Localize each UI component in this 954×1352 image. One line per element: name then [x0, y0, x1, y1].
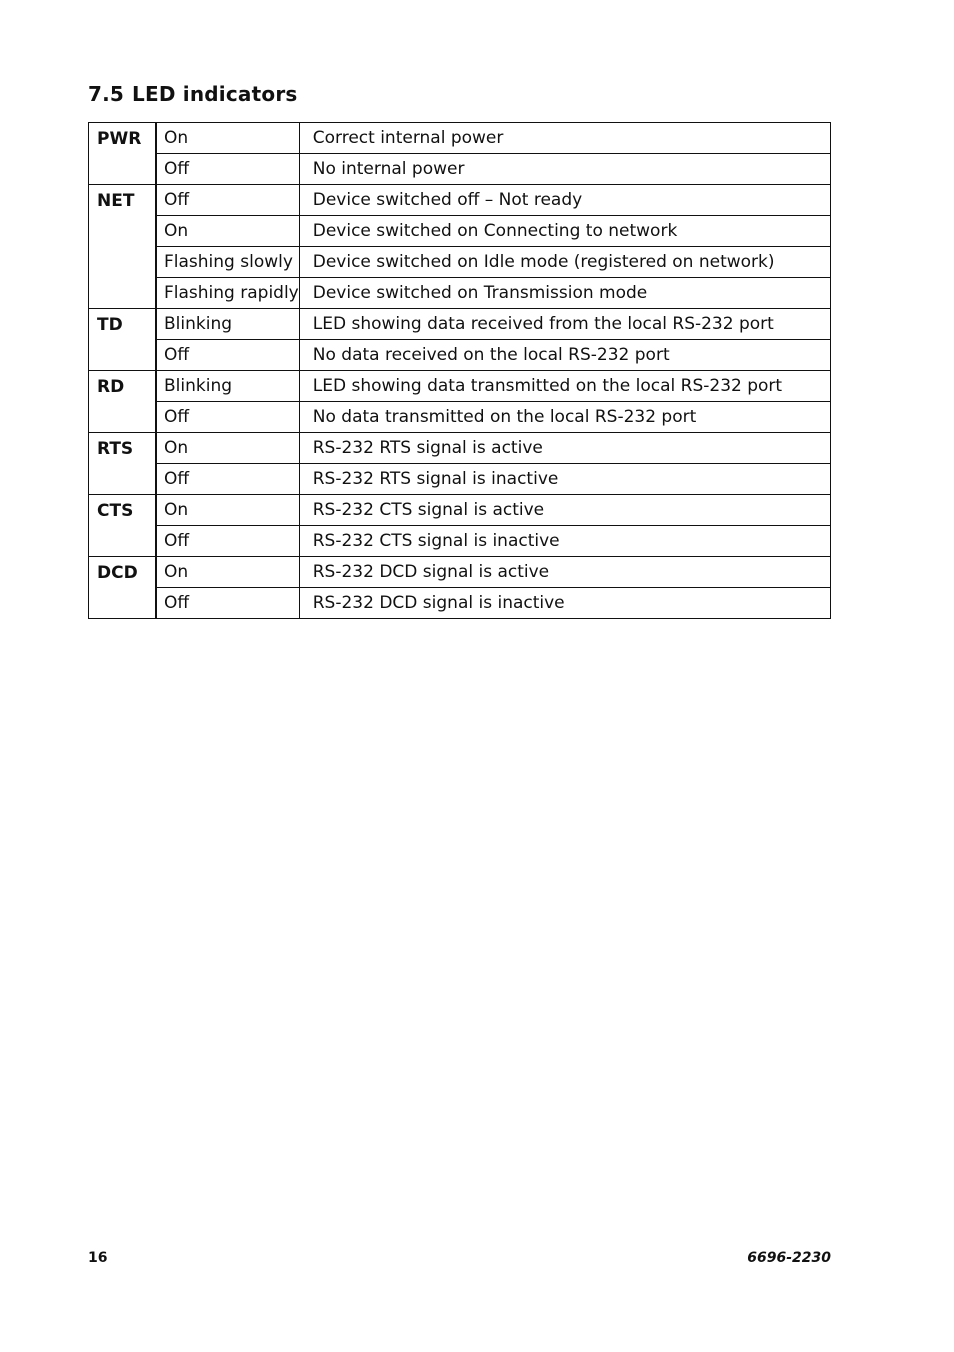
led-name-cell: DCD [89, 557, 157, 619]
led-state-cell: Off [156, 464, 299, 495]
led-state-cell: Off [156, 402, 299, 433]
table-row [89, 340, 831, 371]
table-row [89, 588, 831, 619]
led-state-cell: On [156, 123, 299, 154]
led-description-cell: LED showing data received from the local RS-232 port [299, 309, 830, 340]
table-row [89, 495, 831, 526]
section-title: LED indicators [132, 82, 298, 106]
led-description-cell: No data transmitted on the local RS-232 port [299, 402, 830, 433]
table-row [89, 154, 831, 185]
table-row [89, 309, 831, 340]
led-state-cell: Off [156, 526, 299, 557]
led-name-cell: PWR [89, 123, 157, 185]
led-description-cell: LED showing data transmitted on the local RS-232 port [299, 371, 830, 402]
table-row [89, 247, 831, 278]
led-description-cell: RS-232 DCD signal is active [299, 557, 830, 588]
led-state-cell: Flashing slowly [156, 247, 299, 278]
led-name-cell: CTS [89, 495, 157, 557]
table-row [89, 402, 831, 433]
document-number: 6696-2230 [747, 1250, 831, 1266]
led-state-cell: On [156, 433, 299, 464]
led-description-cell: RS-232 RTS signal is inactive [299, 464, 830, 495]
table-row [89, 123, 831, 154]
page-number: 16 [88, 1250, 108, 1266]
led-description-cell: RS-232 RTS signal is active [299, 433, 830, 464]
table-row [89, 216, 831, 247]
led-state-cell: Flashing rapidly [156, 278, 299, 309]
led-description-cell: Device switched on Transmission mode [299, 278, 830, 309]
led-state-cell: Off [156, 185, 299, 216]
led-description-cell: Correct internal power [299, 123, 830, 154]
led-state-cell: On [156, 216, 299, 247]
led-description-cell: Device switched on Idle mode (registered on network) [299, 247, 830, 278]
led-state-cell: Off [156, 340, 299, 371]
section-heading [88, 82, 298, 106]
led-description-cell: RS-232 CTS signal is active [299, 495, 830, 526]
table-row [89, 526, 831, 557]
led-description-cell: No internal power [299, 154, 830, 185]
led-name-cell: RD [89, 371, 157, 433]
led-state-cell: On [156, 495, 299, 526]
table-row [89, 464, 831, 495]
led-name-cell: TD [89, 309, 157, 371]
led-description-cell: Device switched on Connecting to network [299, 216, 830, 247]
led-table-body [89, 123, 831, 619]
led-name-cell: RTS [89, 433, 157, 495]
table-row [89, 371, 831, 402]
led-description-cell: RS-232 DCD signal is inactive [299, 588, 830, 619]
led-state-cell: Blinking [156, 371, 299, 402]
table-row [89, 433, 831, 464]
led-description-cell: Device switched off – Not ready [299, 185, 830, 216]
led-state-cell: On [156, 557, 299, 588]
led-state-cell: Off [156, 154, 299, 185]
table-row [89, 278, 831, 309]
led-description-cell: RS-232 CTS signal is inactive [299, 526, 830, 557]
led-state-cell: Blinking [156, 309, 299, 340]
section-number: 7.5 [88, 82, 125, 106]
led-description-cell: No data received on the local RS-232 port [299, 340, 830, 371]
led-indicator-table [88, 122, 831, 619]
table-row [89, 557, 831, 588]
led-name-cell: NET [89, 185, 157, 309]
table-row [89, 185, 831, 216]
led-state-cell: Off [156, 588, 299, 619]
